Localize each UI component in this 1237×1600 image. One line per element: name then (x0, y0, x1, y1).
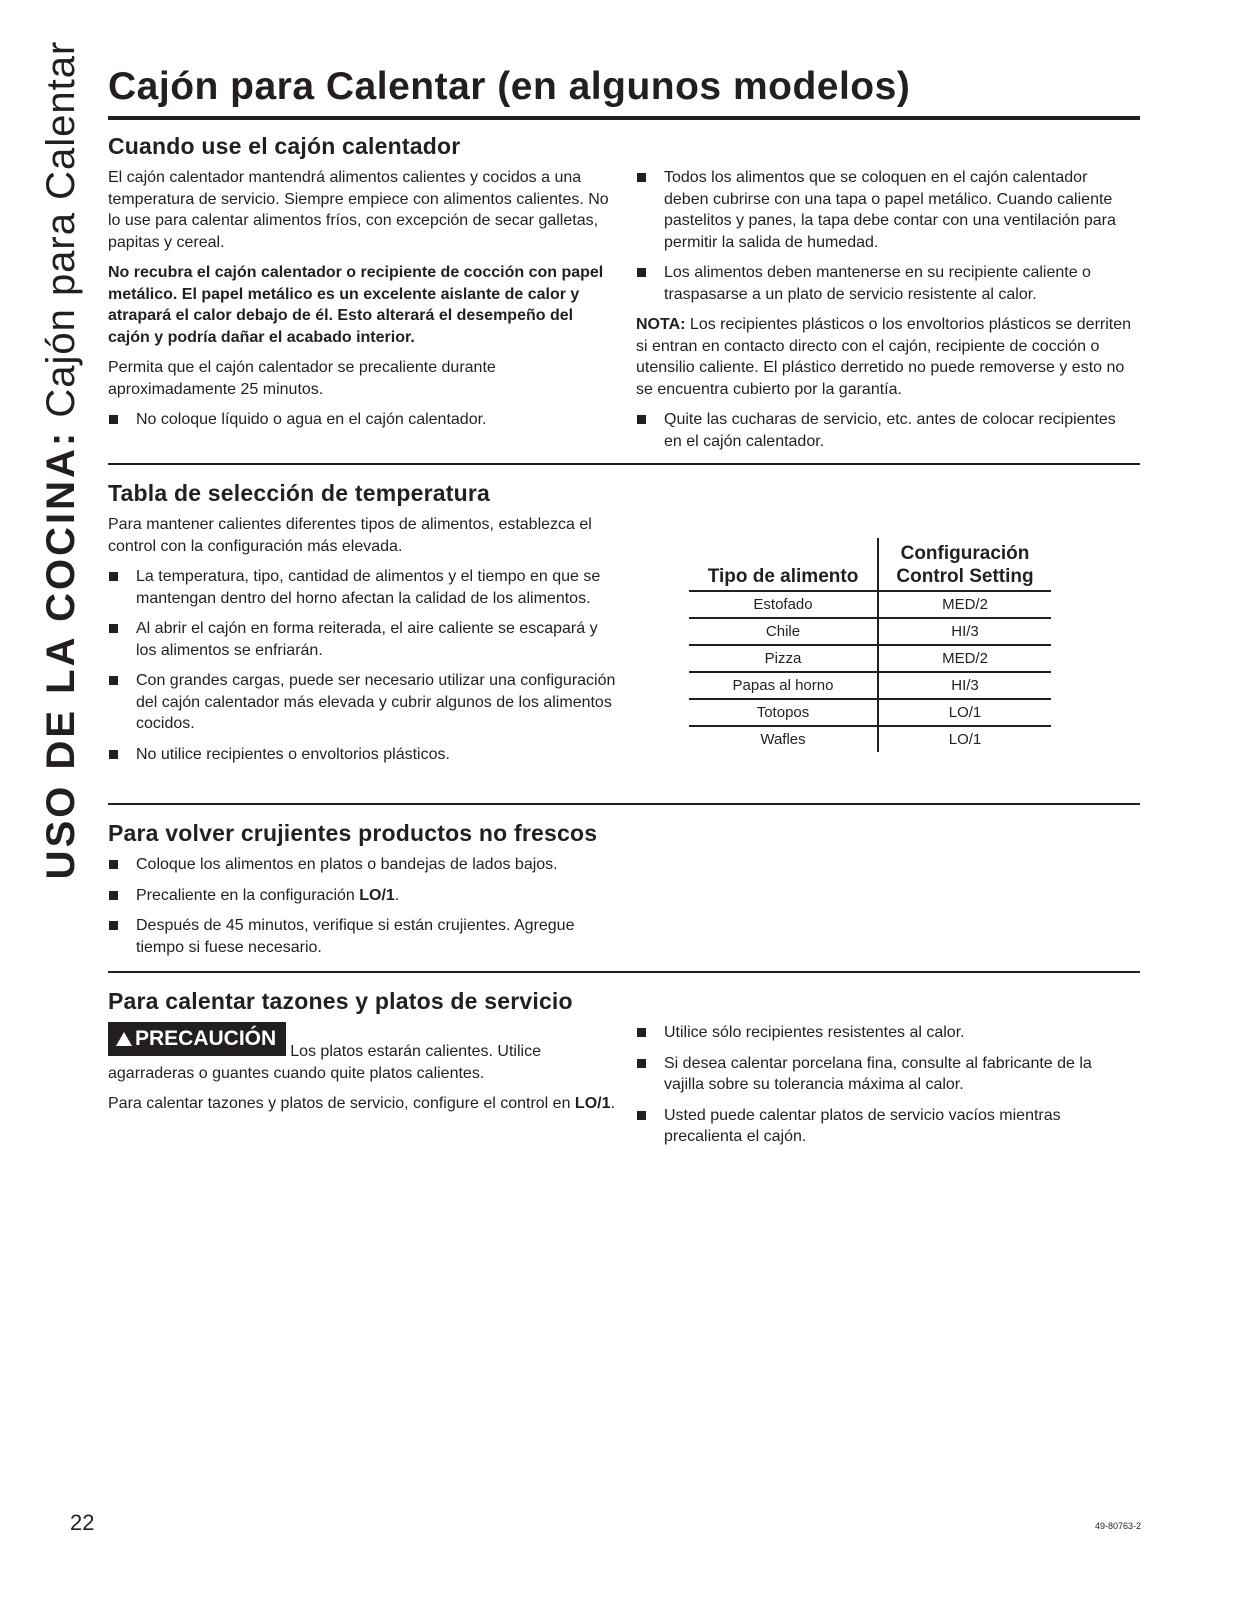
table-row (689, 645, 1051, 672)
note-label: NOTA: (636, 316, 686, 333)
section3-column (108, 854, 616, 967)
list-item: Los alimentos deben mantenerse en su recipiente caliente o traspasarse a un plato de servicio resistente al calor. (636, 262, 1136, 305)
food-cell: Estofado (689, 591, 878, 618)
section4-right-column (636, 1022, 1136, 1157)
section1-left-column (108, 167, 616, 440)
column-header-food-type: Tipo de alimento (689, 538, 878, 591)
setting-cell: LO/1 (878, 726, 1051, 752)
side-tab (36, 40, 86, 880)
page-title: Cajón para Calentar (en algunos modelos) (108, 65, 911, 108)
side-tab-section: USO DE LA COCINA: (39, 429, 83, 880)
paragraph: El cajón calentador mantendrá alimentos calientes y cocidos a una temperatura de servicio. Siempre empiece con alimentos calientes. No lo use para calentar alimentos fríos, con excepción de secar galletas, papitas y cereal. (108, 169, 609, 251)
list-item: Coloque los alimentos en platos o bandejas de lados bajos. (108, 854, 616, 876)
food-cell: Wafles (760, 731, 806, 748)
section4-left-column (108, 1022, 616, 1124)
document-code: 49-80763-2 (1094, 1521, 1141, 1531)
section-divider (108, 463, 1140, 465)
side-tab-topic: Cajón para Calentar (39, 40, 83, 430)
table-header-row (689, 538, 1051, 591)
section-heading-crisping: Para volver crujientes productos no frescos (108, 820, 598, 846)
caution-badge: PRECAUCIÓN (108, 1022, 286, 1056)
table-row (689, 618, 1051, 645)
list-item: No utilice recipientes o envoltorios plásticos. (108, 744, 616, 766)
setting-cell: HI/3 (878, 618, 1051, 645)
bullet-list (108, 409, 616, 431)
list-item: Quite las cucharas de servicio, etc. antes de colocar recipientes en el cajón calentador. (636, 409, 1136, 452)
table-row (689, 591, 1051, 618)
food-cell: Totopos (689, 699, 878, 726)
table-row (689, 699, 1051, 726)
food-cell: Pizza (689, 645, 878, 672)
list-item: Usted puede calentar platos de servicio vacíos mientras precalienta el cajón. (636, 1105, 1136, 1148)
section-heading-temperature-table: Tabla de selección de temperatura (108, 480, 490, 506)
table-row (689, 672, 1051, 699)
food-cell: Chile (689, 618, 878, 645)
list-item: Con grandes cargas, puede ser necesario utilizar una configuración del cajón calentador más elevada y cubrir algunos de los alimentos cocidos. (108, 670, 616, 735)
bullet-list (636, 167, 1136, 305)
section1-right-column (636, 167, 1136, 461)
paragraph: Para mantener calientes diferentes tipos de alimentos, establezca el control con la configuración más elevada. (108, 516, 592, 555)
bullet-list (108, 566, 616, 765)
setting-cell: HI/3 (878, 672, 1051, 699)
caution-paragraph: PRECAUCIÓNLos platos estarán calientes. Utilice agarraderas o guantes cuando quite platos calientes. (108, 1022, 616, 1084)
list-item: Todos los alimentos que se coloquen en el cajón calentador deben cubrirse con una tapa o papel metálico. Cuando caliente pastelitos y panes, la tapa debe contar con una ventilación para permitir la salida de humedad. (636, 167, 1136, 253)
food-cell: Papas al horno (689, 672, 878, 699)
list-item: No coloque líquido o agua en el cajón calentador. (108, 409, 616, 431)
bullet-list (108, 854, 616, 958)
temperature-selection-table (689, 538, 1051, 752)
section-divider (108, 971, 1140, 973)
list-item: Al abrir el cajón en forma reiterada, el aire caliente se escapará y los alimentos se enfriarán. (108, 618, 616, 661)
warning-icon (116, 1032, 132, 1046)
setting-cell: MED/2 (878, 591, 1051, 618)
setting-cell: MED/2 (878, 645, 1051, 672)
column-header-setting: Configuración Control Setting (878, 538, 1051, 591)
section2-left-column (108, 514, 616, 774)
list-item: Si desea calentar porcelana fina, consulte al fabricante de la vajilla sobre su tolerancia máxima al calor. (636, 1053, 1136, 1096)
list-item: La temperatura, tipo, cantidad de alimentos y el tiempo en que se mantengan dentro del horno afectan la calidad de los alimentos. (108, 566, 616, 609)
section-heading-using-drawer: Cuando use el cajón calentador (108, 133, 461, 159)
list-item: Después de 45 minutos, verifique si están crujientes. Agregue tiempo si fuese necesario. (108, 915, 616, 958)
bullet-list (636, 1022, 1136, 1148)
note-paragraph: NOTA: Los recipientes plásticos o los envoltorios plásticos se derriten si entran en contacto directo con el cajón, recipiente de cocción o utensilio caliente. El plástico derretido no puede removerse y esto no se encuentra cubierto por la garantía. (636, 316, 1132, 398)
list-item: Utilice sólo recipientes resistentes al calor. (636, 1022, 1136, 1044)
warning-paragraph: No recubra el cajón calentador o recipiente de cocción con papel metálico. El papel metálico es un excelente aislante de calor y atrapará el calor debajo de él. Esto alterará el desempeño del cajón y podría dañar el acabado interior. (108, 264, 604, 346)
list-item: Precaliente en la configuración LO/1. (108, 885, 616, 907)
setting-cell: LO/1 (878, 699, 1051, 726)
paragraph: Para calentar tazones y platos de servicio, configure el control en LO/1. (108, 1095, 615, 1112)
table-row (689, 726, 1051, 752)
page-number: 22 (70, 1510, 95, 1535)
title-rule (108, 116, 1140, 120)
bullet-list (636, 409, 1136, 452)
section-divider (108, 803, 1140, 805)
section-heading-warming-dishes: Para calentar tazones y platos de servicio (108, 988, 573, 1014)
paragraph: Permita que el cajón calentador se precaliente durante aproximadamente 25 minutos. (108, 359, 496, 398)
